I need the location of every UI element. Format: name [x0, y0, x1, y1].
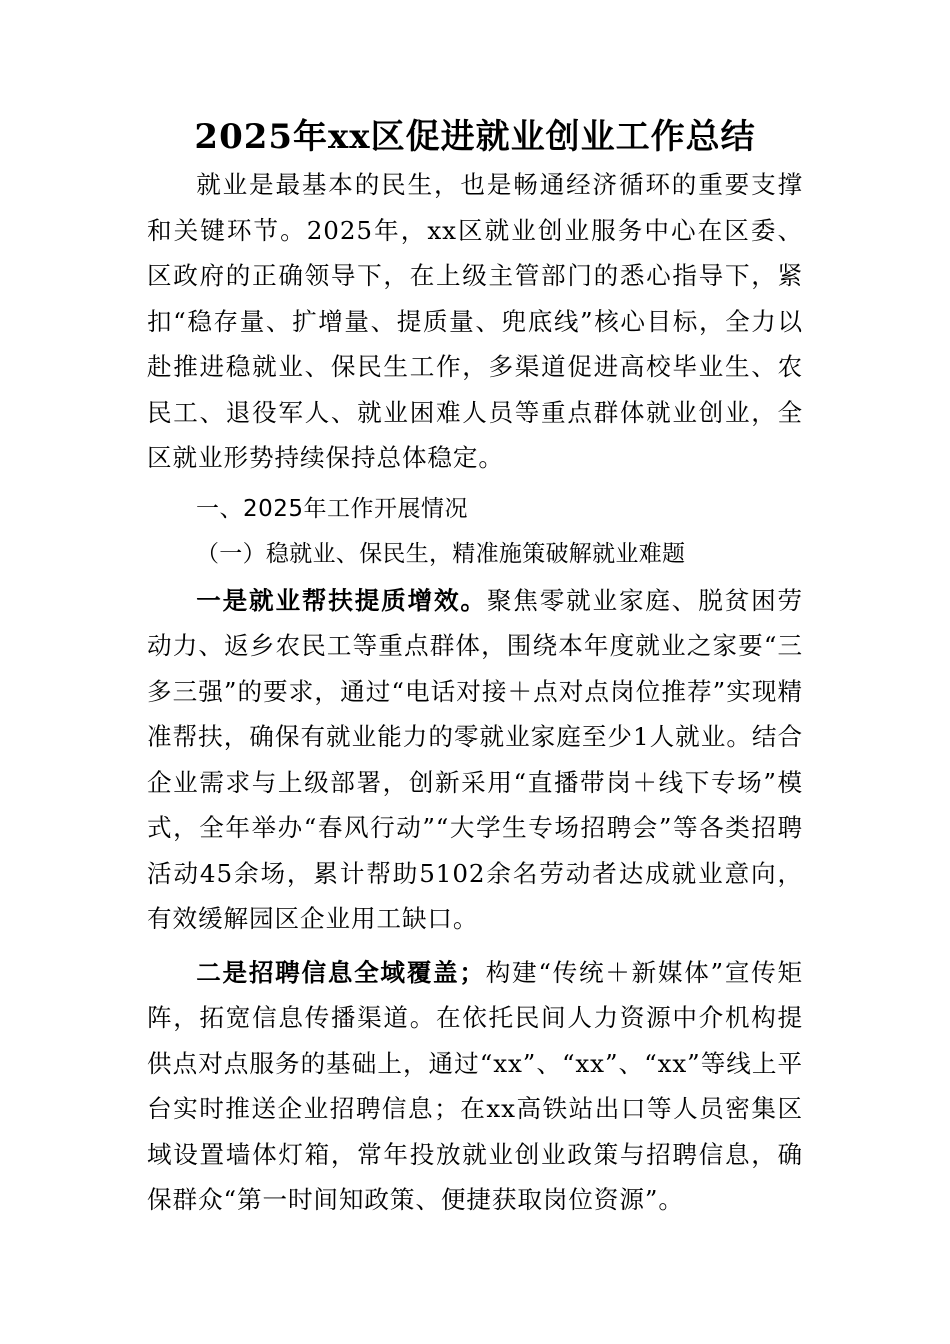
- document-title: 2025年xx区促进就业创业工作总结: [194, 117, 756, 157]
- item-paragraph-1: [147, 578, 803, 942]
- item-paragraph-2: [147, 950, 803, 1223]
- intro-paragraph: 就业是最基本的民生，也是畅通经济循环的重要支撑和关键环节。2025年，xx区就业创业服务中心在区委、区政府的正确领导下，在上级主管部门的悉心指导下，紧扣“稳存量、扩增量、提质量、兜底线”核心目标，全力以赴推进稳就业、保民生工作，多渠道促进高校毕业生、农民工、退役军人、就业困难人员等重点群体就业创业，全区就业形势持续保持总体稳定。: [147, 170, 803, 472]
- item-lead-2: 二是招聘信息全域覆盖；: [196, 957, 485, 987]
- item-body-1: 聚焦零就业家庭、脱贫困劳动力、返乡农民工等重点群体，围绕本年度就业之家要“三多三强”的要求，通过“电话对接＋点对点岗位推荐”实现精准帮扶，确保有就业能力的零就业家庭至少1人就业。结合企业需求与上级部署，创新采用“直播带岗＋线下专场”模式，全年举办“春风行动”“大学生专场招聘会”等各类招聘活动45余场，累计帮助5102余名劳动者达成就业意向，有效缓解园区企业用工缺口。: [147, 585, 803, 933]
- section-heading: 一、2025年工作开展情况: [196, 495, 469, 522]
- item-body-2: 构建“传统＋新媒体”宣传矩阵，拓宽信息传播渠道。在依托民间人力资源中介机构提供点对点服务的基础上，通过“xx”、“xx”、“xx”等线上平台实时推送企业招聘信息；在xx高铁站出口等人员密集区域设置墙体灯箱，常年投放就业创业政策与招聘信息，确保群众“第一时间知政策、便捷获取岗位资源”。: [147, 957, 803, 1214]
- item-lead-1: 一是就业帮扶提质增效。: [196, 585, 487, 615]
- document-body: [147, 112, 803, 1223]
- subsection-heading: （一）稳就业、保民生，精准施策破解就业难题: [196, 541, 686, 567]
